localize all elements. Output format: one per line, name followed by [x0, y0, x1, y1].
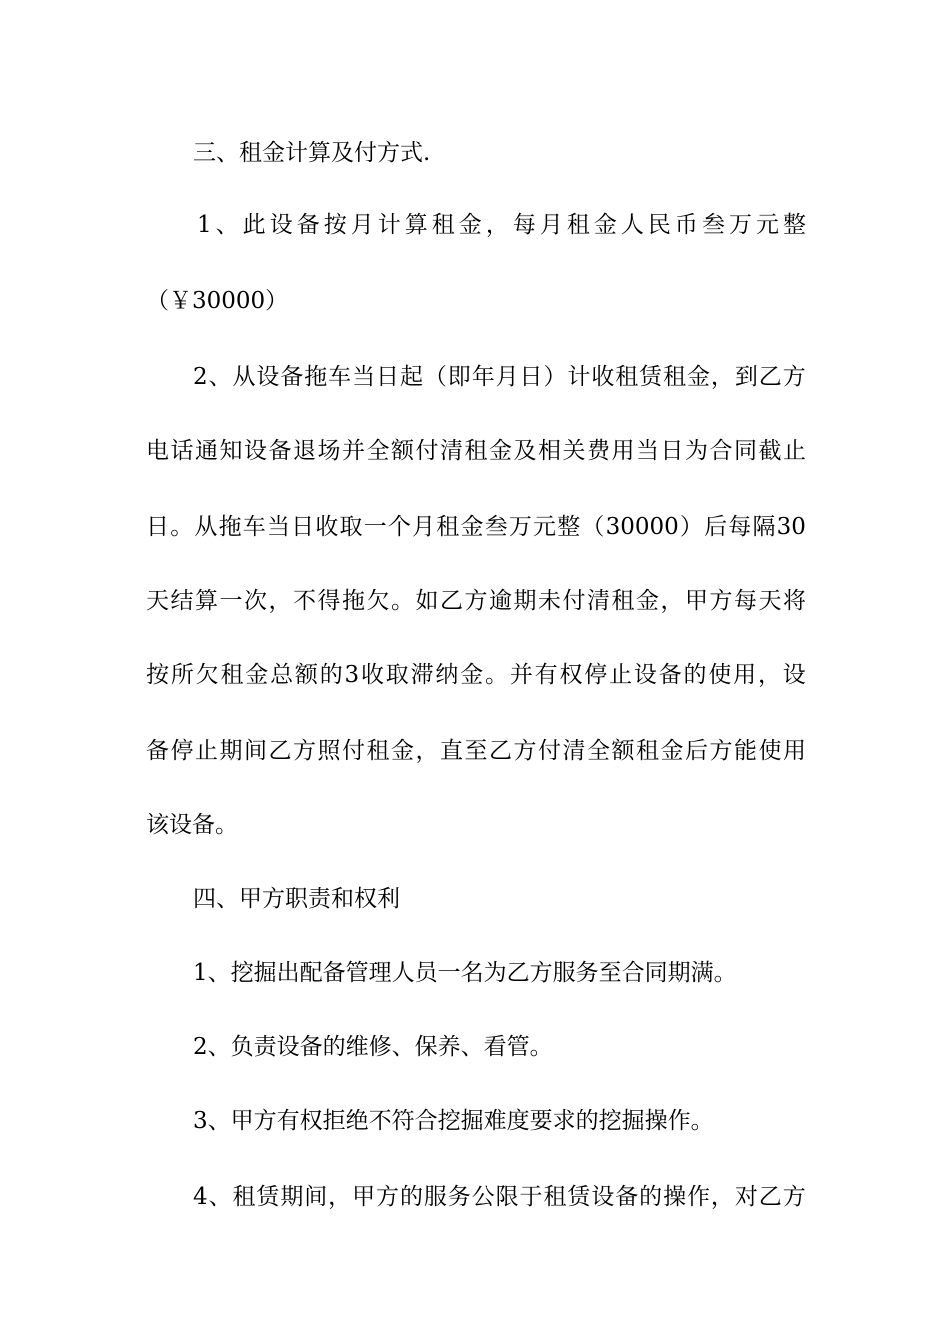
glyph: 方 [293, 738, 316, 764]
glyph: 金 [458, 212, 482, 238]
glyph: 停 [170, 738, 194, 764]
glyph: 直 [440, 738, 463, 764]
glyph: 逾 [489, 588, 512, 614]
glyph: 使 [758, 738, 782, 764]
glyph: 金 [245, 662, 269, 688]
glyph: 方 [464, 588, 488, 614]
glyph: （ [423, 364, 447, 390]
glyph: 即 [447, 364, 471, 390]
glyph: 欠 [366, 588, 390, 614]
glyph: 清 [587, 588, 610, 614]
glyph: 知 [219, 438, 243, 464]
glyph: 金 [460, 514, 484, 540]
paragraph-line [146, 664, 806, 687]
glyph: 服 [423, 1184, 447, 1210]
glyph: 的 [639, 1184, 663, 1210]
glyph: 使 [708, 662, 732, 688]
list-item: 1、挖掘出配备管理人员一名为乙方服务至合同期满。 [193, 960, 737, 986]
glyph: 设 [269, 212, 293, 238]
glyph: 乙 [489, 738, 512, 764]
glyph: 的 [683, 662, 707, 688]
glyph: 用 [783, 738, 806, 764]
glyph: 次 [244, 588, 267, 614]
glyph: 方 [709, 738, 733, 764]
glyph: 所 [170, 662, 194, 688]
glyph: 话 [170, 438, 194, 464]
glyph: 有 [534, 662, 558, 688]
glyph: 收 [591, 364, 615, 390]
glyph: 租 [431, 212, 455, 238]
glyph: 欠 [195, 662, 219, 688]
glyph: 乙 [268, 738, 292, 764]
glyph: 清 [562, 738, 586, 764]
glyph: 权 [559, 662, 583, 688]
glyph: 如 [415, 588, 439, 614]
glyph: 乙 [758, 364, 782, 390]
glyph: 的 [319, 662, 343, 688]
glyph: 甲 [352, 1184, 376, 1210]
glyph: 额 [611, 738, 635, 764]
section-heading-3: 三、租金计算及付方式. [193, 140, 431, 166]
glyph: 租 [366, 738, 390, 764]
glyph: 备 [615, 1184, 639, 1210]
glyph: 备 [280, 364, 304, 390]
glyph: 全 [366, 438, 390, 464]
glyph: 金 [460, 662, 484, 688]
glyph: 场 [317, 438, 341, 464]
glyph: 1 [197, 212, 212, 238]
glyph: 币 [674, 212, 698, 238]
glyph: 操 [663, 1184, 687, 1210]
glyph: 后 [685, 738, 708, 764]
glyph: 付 [415, 438, 439, 464]
glyph: 、 [208, 364, 232, 390]
glyph: 截 [758, 438, 782, 464]
glyph: 整 [782, 212, 806, 238]
glyph: 额 [294, 662, 318, 688]
glyph: 方 [782, 364, 806, 390]
glyph: 间 [304, 1184, 328, 1210]
glyph: 清 [440, 438, 463, 464]
glyph: 计 [377, 212, 401, 238]
paragraph-line [146, 590, 806, 613]
glyph: 能 [734, 738, 757, 764]
glyph: ， [660, 588, 684, 614]
glyph: 日 [660, 438, 684, 464]
glyph: 费 [587, 438, 610, 464]
paragraph-line: 该设备。 [146, 812, 238, 838]
glyph: 此 [242, 212, 266, 238]
glyph: 全 [587, 738, 610, 764]
section-heading-4: 四、甲方职责和权利 [193, 886, 400, 912]
glyph: 日 [376, 364, 400, 390]
glyph: 整 [557, 514, 581, 540]
glyph: 租 [615, 364, 639, 390]
glyph: 、 [215, 212, 239, 238]
glyph: 金 [391, 738, 414, 764]
glyph: 结 [170, 588, 194, 614]
glyph: 元 [533, 514, 556, 540]
glyph: 3 [344, 662, 360, 688]
glyph: 金 [593, 212, 617, 238]
glyph: 到 [734, 364, 758, 390]
glyph: 、 [208, 1184, 232, 1210]
glyph: ） [679, 514, 703, 540]
glyph: ） [543, 364, 567, 390]
glyph: 甲 [685, 588, 708, 614]
glyph: 备 [146, 738, 169, 764]
glyph: 算 [195, 588, 218, 614]
list-item [193, 1186, 806, 1209]
glyph: ， [710, 1184, 734, 1210]
glyph: 照 [317, 738, 341, 764]
glyph: 租 [611, 588, 635, 614]
glyph: 天 [146, 588, 169, 614]
glyph: 乙 [758, 1184, 782, 1210]
glyph: 额 [391, 438, 414, 464]
paragraph-line [146, 740, 806, 763]
glyph: 人 [620, 212, 644, 238]
glyph: ， [268, 588, 292, 614]
glyph: 止 [783, 438, 806, 464]
glyph: 为 [685, 438, 708, 464]
glyph: 设 [244, 438, 267, 464]
glyph: 期 [219, 738, 243, 764]
glyph: 月 [495, 364, 519, 390]
glyph: 年 [471, 364, 495, 390]
glyph: 务 [447, 1184, 471, 1210]
glyph: 万 [728, 212, 752, 238]
glyph: 于 [519, 1184, 543, 1210]
glyph: 方 [513, 738, 537, 764]
glyph: 方 [376, 1184, 400, 1210]
glyph: 赁 [256, 1184, 280, 1210]
glyph: 租 [464, 438, 488, 464]
glyph: 的 [399, 1184, 423, 1210]
glyph: 一 [219, 588, 243, 614]
glyph: 设 [591, 1184, 615, 1210]
glyph: 万 [508, 514, 532, 540]
glyph: 起 [399, 364, 423, 390]
glyph: 当 [352, 364, 376, 390]
glyph: 方 [709, 588, 733, 614]
glyph: 将 [783, 588, 806, 614]
glyph: ， [710, 364, 734, 390]
glyph: 用 [733, 662, 757, 688]
glyph: 月 [412, 514, 436, 540]
glyph: 通 [195, 438, 218, 464]
glyph: 叁 [484, 514, 508, 540]
glyph: 取 [339, 514, 363, 540]
glyph: 金 [636, 588, 659, 614]
glyph: 电 [146, 438, 169, 464]
glyph: 止 [609, 662, 633, 688]
glyph: 日 [291, 514, 315, 540]
glyph: 停 [584, 662, 608, 688]
glyph: 并 [509, 662, 533, 688]
glyph: 叁 [701, 212, 725, 238]
glyph: 。 [391, 588, 414, 614]
glyph: 。 [170, 514, 194, 540]
glyph: 算 [404, 212, 428, 238]
glyph: 每 [728, 514, 752, 540]
paragraph-line [193, 366, 806, 389]
glyph: 相 [538, 438, 561, 464]
glyph: 期 [513, 588, 537, 614]
glyph: 日 [519, 364, 543, 390]
glyph: 同 [734, 438, 757, 464]
glyph: 日 [146, 514, 169, 540]
glyph: 止 [195, 738, 218, 764]
glyph: 30000 [605, 514, 679, 540]
paragraph-line [197, 214, 806, 237]
glyph: 付 [562, 588, 586, 614]
glyph: 赁 [639, 364, 663, 390]
glyph: 租 [636, 738, 659, 764]
glyph: 并 [342, 438, 365, 464]
glyph: 期 [280, 1184, 304, 1210]
glyph: 及 [513, 438, 537, 464]
glyph: 30 [776, 514, 806, 540]
glyph: 后 [704, 514, 728, 540]
glyph: 用 [611, 438, 635, 464]
glyph: 备 [296, 212, 320, 238]
glyph: 合 [709, 438, 733, 464]
glyph: 计 [567, 364, 591, 390]
glyph: 个 [387, 514, 411, 540]
glyph: 得 [317, 588, 341, 614]
glyph: ， [485, 212, 509, 238]
glyph: 金 [489, 438, 512, 464]
list-item: 2、负责设备的维修、保养、看管。 [193, 1034, 553, 1060]
glyph: 元 [755, 212, 779, 238]
glyph: 设 [633, 662, 657, 688]
glyph: 设 [782, 662, 806, 688]
glyph: 限 [495, 1184, 519, 1210]
glyph: 从 [232, 364, 256, 390]
glyph: ， [757, 662, 781, 688]
glyph: 一 [363, 514, 387, 540]
glyph: 总 [270, 662, 294, 688]
glyph: 租 [566, 212, 590, 238]
glyph: 2 [193, 364, 208, 390]
glyph: 未 [538, 588, 561, 614]
glyph: 公 [471, 1184, 495, 1210]
glyph: 按 [146, 662, 169, 688]
glyph: 方 [782, 1184, 806, 1210]
glyph: 拖 [218, 514, 242, 540]
glyph: 车 [328, 364, 352, 390]
glyph: 对 [734, 1184, 758, 1210]
glyph: 乙 [440, 588, 463, 614]
glyph: 备 [658, 662, 682, 688]
paragraph-line: （￥30000） [146, 288, 289, 314]
glyph: 每 [734, 588, 757, 614]
glyph: 隔 [752, 514, 776, 540]
glyph: 至 [464, 738, 488, 764]
glyph: 租 [543, 1184, 567, 1210]
glyph: ， [415, 738, 439, 764]
glyph: 。 [485, 662, 509, 688]
glyph: 4 [193, 1184, 208, 1210]
glyph: 月 [539, 212, 563, 238]
glyph: （ [581, 514, 605, 540]
glyph: 收 [315, 514, 339, 540]
glyph: 租 [220, 662, 244, 688]
glyph: 按 [323, 212, 347, 238]
glyph: 金 [660, 738, 684, 764]
glyph: 取 [385, 662, 409, 688]
glyph: 天 [758, 588, 782, 614]
glyph: 每 [512, 212, 536, 238]
glyph: 月 [350, 212, 374, 238]
glyph: 金 [687, 364, 710, 390]
list-item: 3、甲方有权拒绝不符合挖掘难度要求的挖掘操作。 [193, 1108, 714, 1134]
glyph: 民 [647, 212, 671, 238]
glyph: 滞 [410, 662, 434, 688]
glyph: 当 [266, 514, 290, 540]
paragraph-line [146, 516, 806, 539]
glyph: 拖 [304, 364, 328, 390]
glyph: 付 [538, 738, 561, 764]
glyph: 间 [244, 738, 267, 764]
glyph: 从 [194, 514, 218, 540]
glyph: 作 [687, 1184, 710, 1210]
glyph: 纳 [435, 662, 459, 688]
glyph: 租 [232, 1184, 256, 1210]
glyph: 赁 [567, 1184, 591, 1210]
glyph: 租 [436, 514, 460, 540]
glyph: 车 [242, 514, 266, 540]
glyph: 关 [562, 438, 586, 464]
glyph: 当 [636, 438, 659, 464]
glyph: 不 [293, 588, 316, 614]
glyph: 设 [256, 364, 280, 390]
glyph: ， [328, 1184, 352, 1210]
paragraph-line [146, 440, 806, 463]
glyph: 退 [293, 438, 316, 464]
glyph: 付 [342, 738, 365, 764]
glyph: 拖 [342, 588, 365, 614]
glyph: 收 [360, 662, 384, 688]
glyph: 租 [663, 364, 687, 390]
glyph: 备 [268, 438, 292, 464]
